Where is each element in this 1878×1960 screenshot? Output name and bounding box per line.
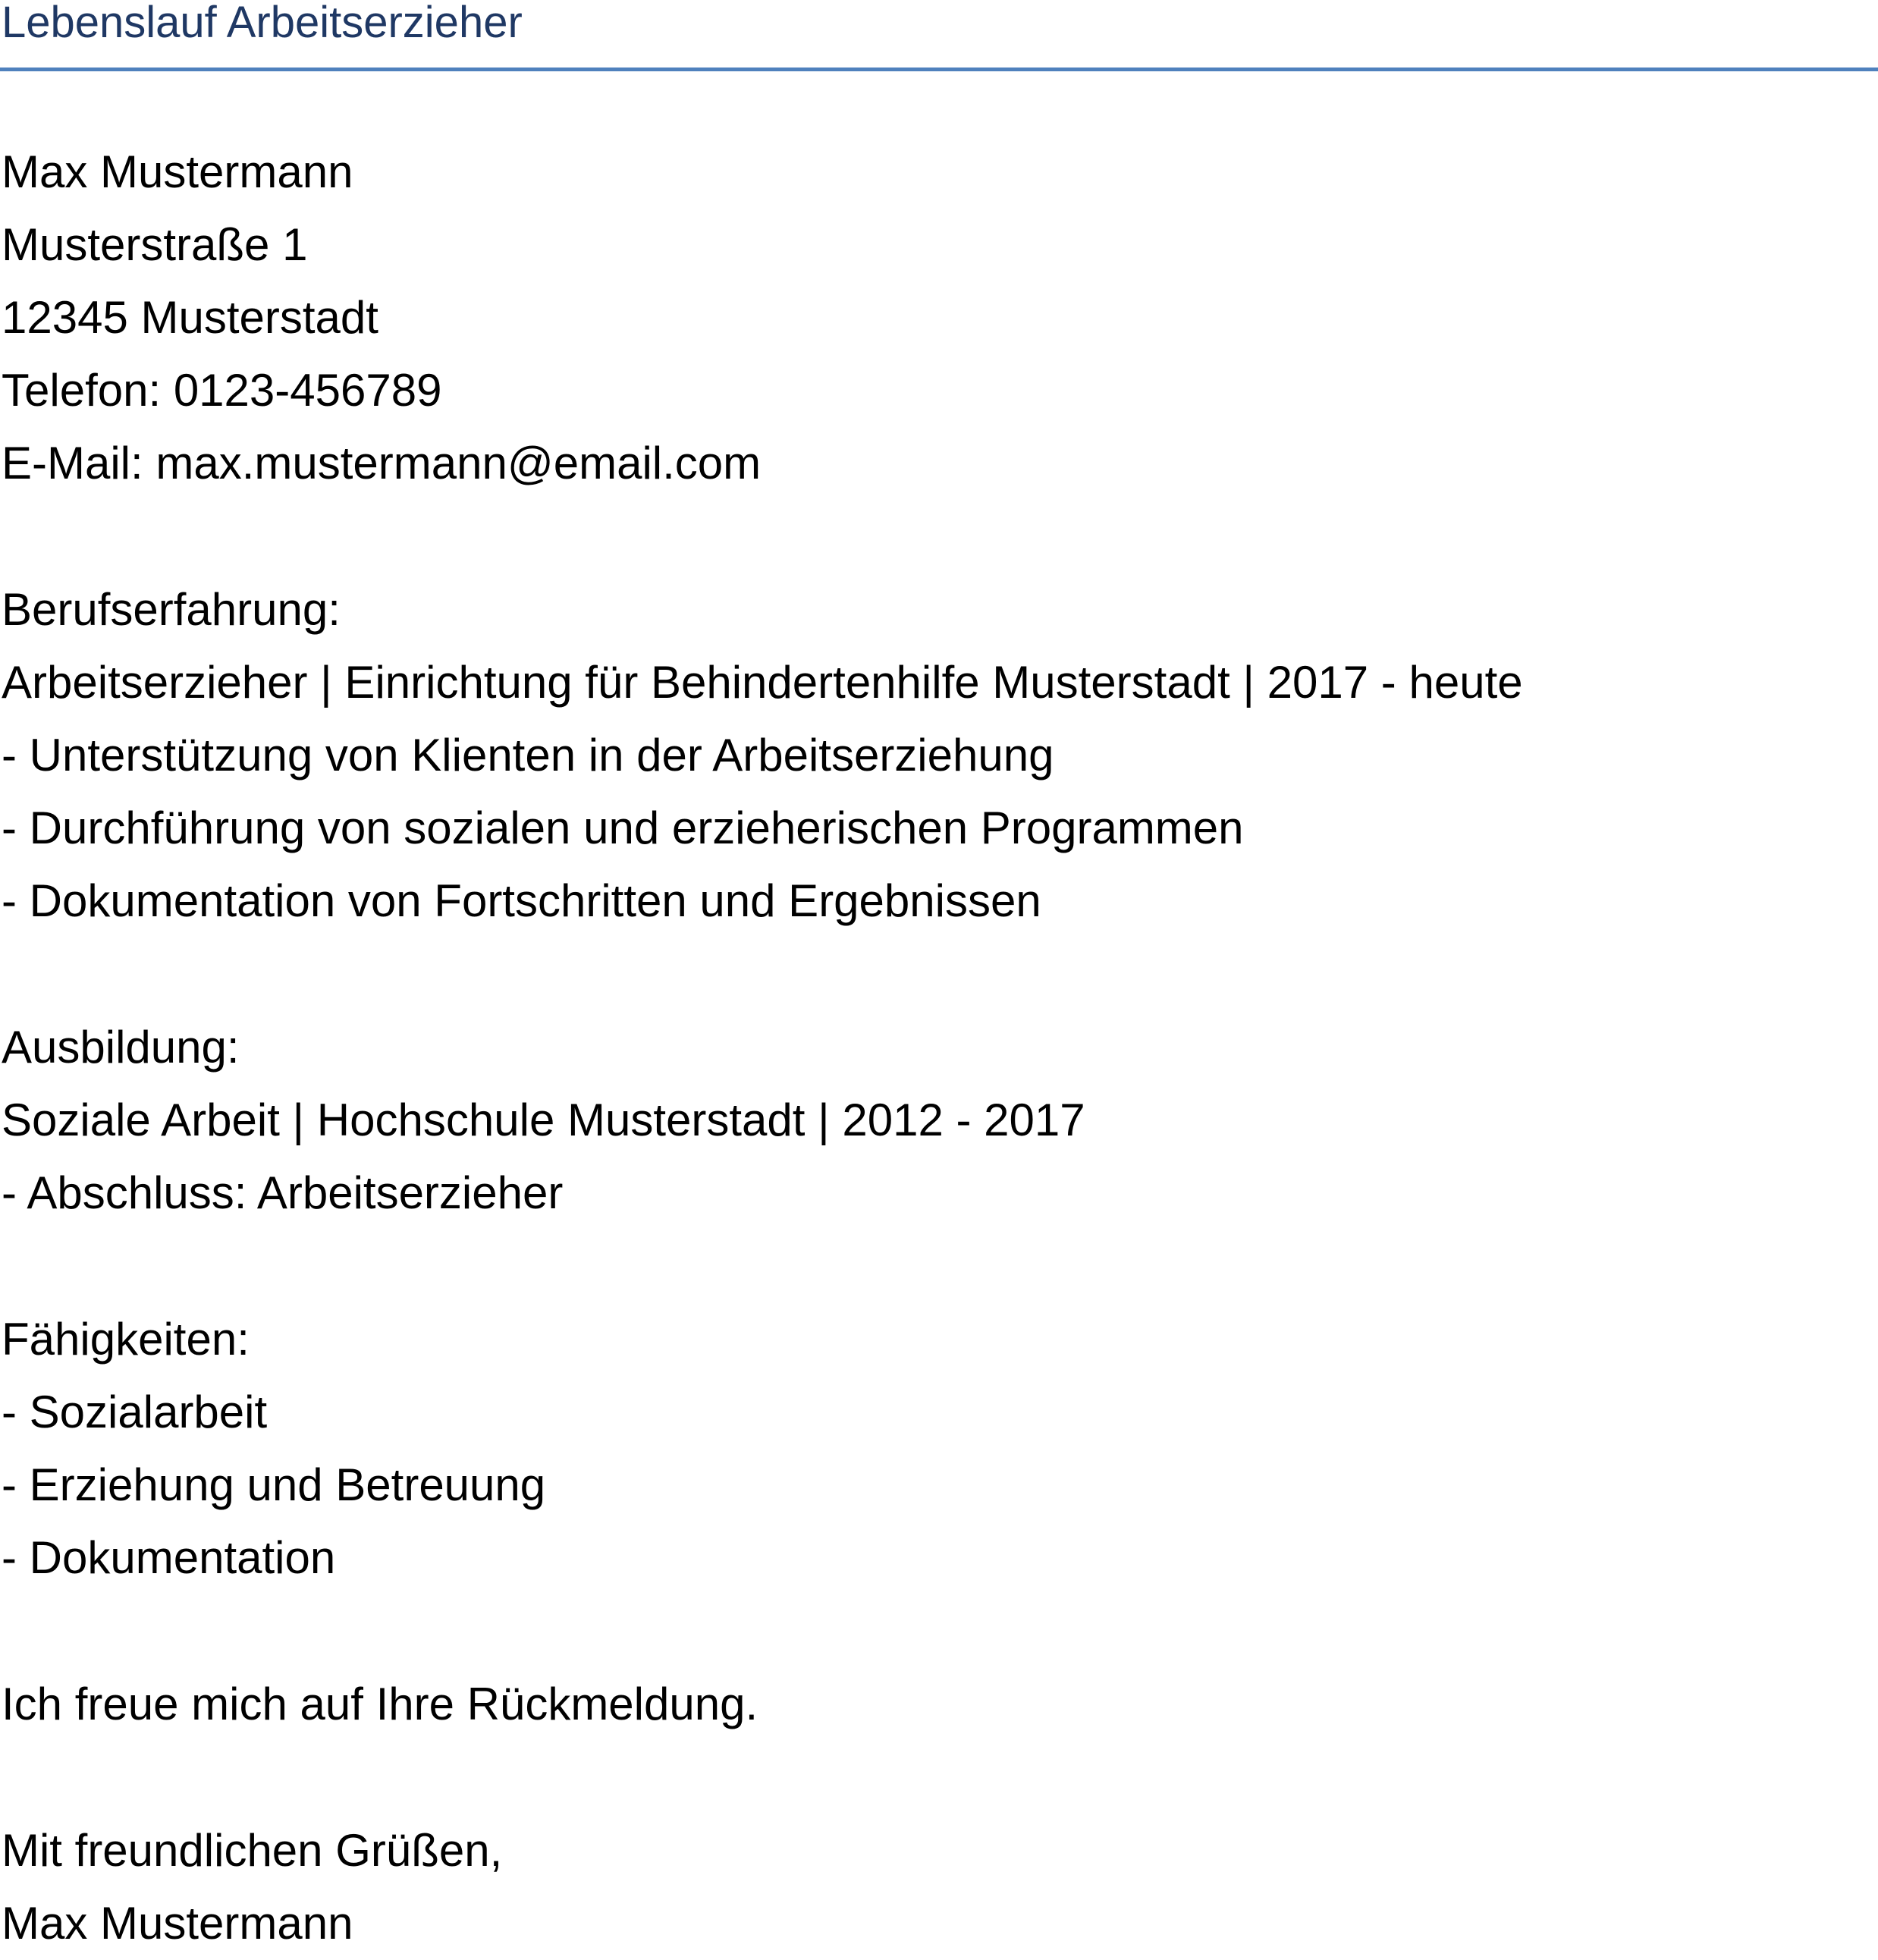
experience-item: - Unterstützung von Klienten in der Arbeitserziehung [2, 730, 1054, 781]
contact-email: E-Mail: max.mustermann@email.com [2, 438, 762, 488]
skills-heading: Fähigkeiten: [2, 1314, 250, 1365]
signature-name: Max Mustermann [2, 1898, 353, 1949]
experience-position: Arbeitserzieher | Einrichtung für Behindertenhilfe Musterstadt | 2017 - heute [2, 657, 1523, 708]
title-underline [0, 68, 1878, 71]
education-item: - Abschluss: Arbeitserzieher [2, 1167, 564, 1218]
experience-heading: Berufserfahrung: [2, 584, 341, 635]
contact-phone: Telefon: 0123-456789 [2, 365, 442, 416]
skills-item: - Sozialarbeit [2, 1387, 268, 1437]
experience-item: - Dokumentation von Fortschritten und Ergebnissen [2, 875, 1041, 926]
contact-name: Max Mustermann [2, 146, 353, 197]
contact-city: 12345 Musterstadt [2, 292, 378, 343]
closing-greeting: Mit freundlichen Grüßen, [2, 1825, 503, 1876]
skills-item: - Erziehung und Betreuung [2, 1459, 546, 1510]
contact-street: Musterstraße 1 [2, 219, 308, 270]
document-title: Lebenslauf Arbeitserzieher [2, 0, 523, 47]
education-program: Soziale Arbeit | Hochschule Musterstadt | 2012 - 2017 [2, 1095, 1085, 1145]
skills-item: - Dokumentation [2, 1532, 336, 1583]
education-heading: Ausbildung: [2, 1022, 240, 1073]
experience-item: - Durchführung von sozialen und erzieherischen Programmen [2, 803, 1244, 853]
closing-text: Ich freue mich auf Ihre Rückmeldung. [2, 1679, 758, 1729]
